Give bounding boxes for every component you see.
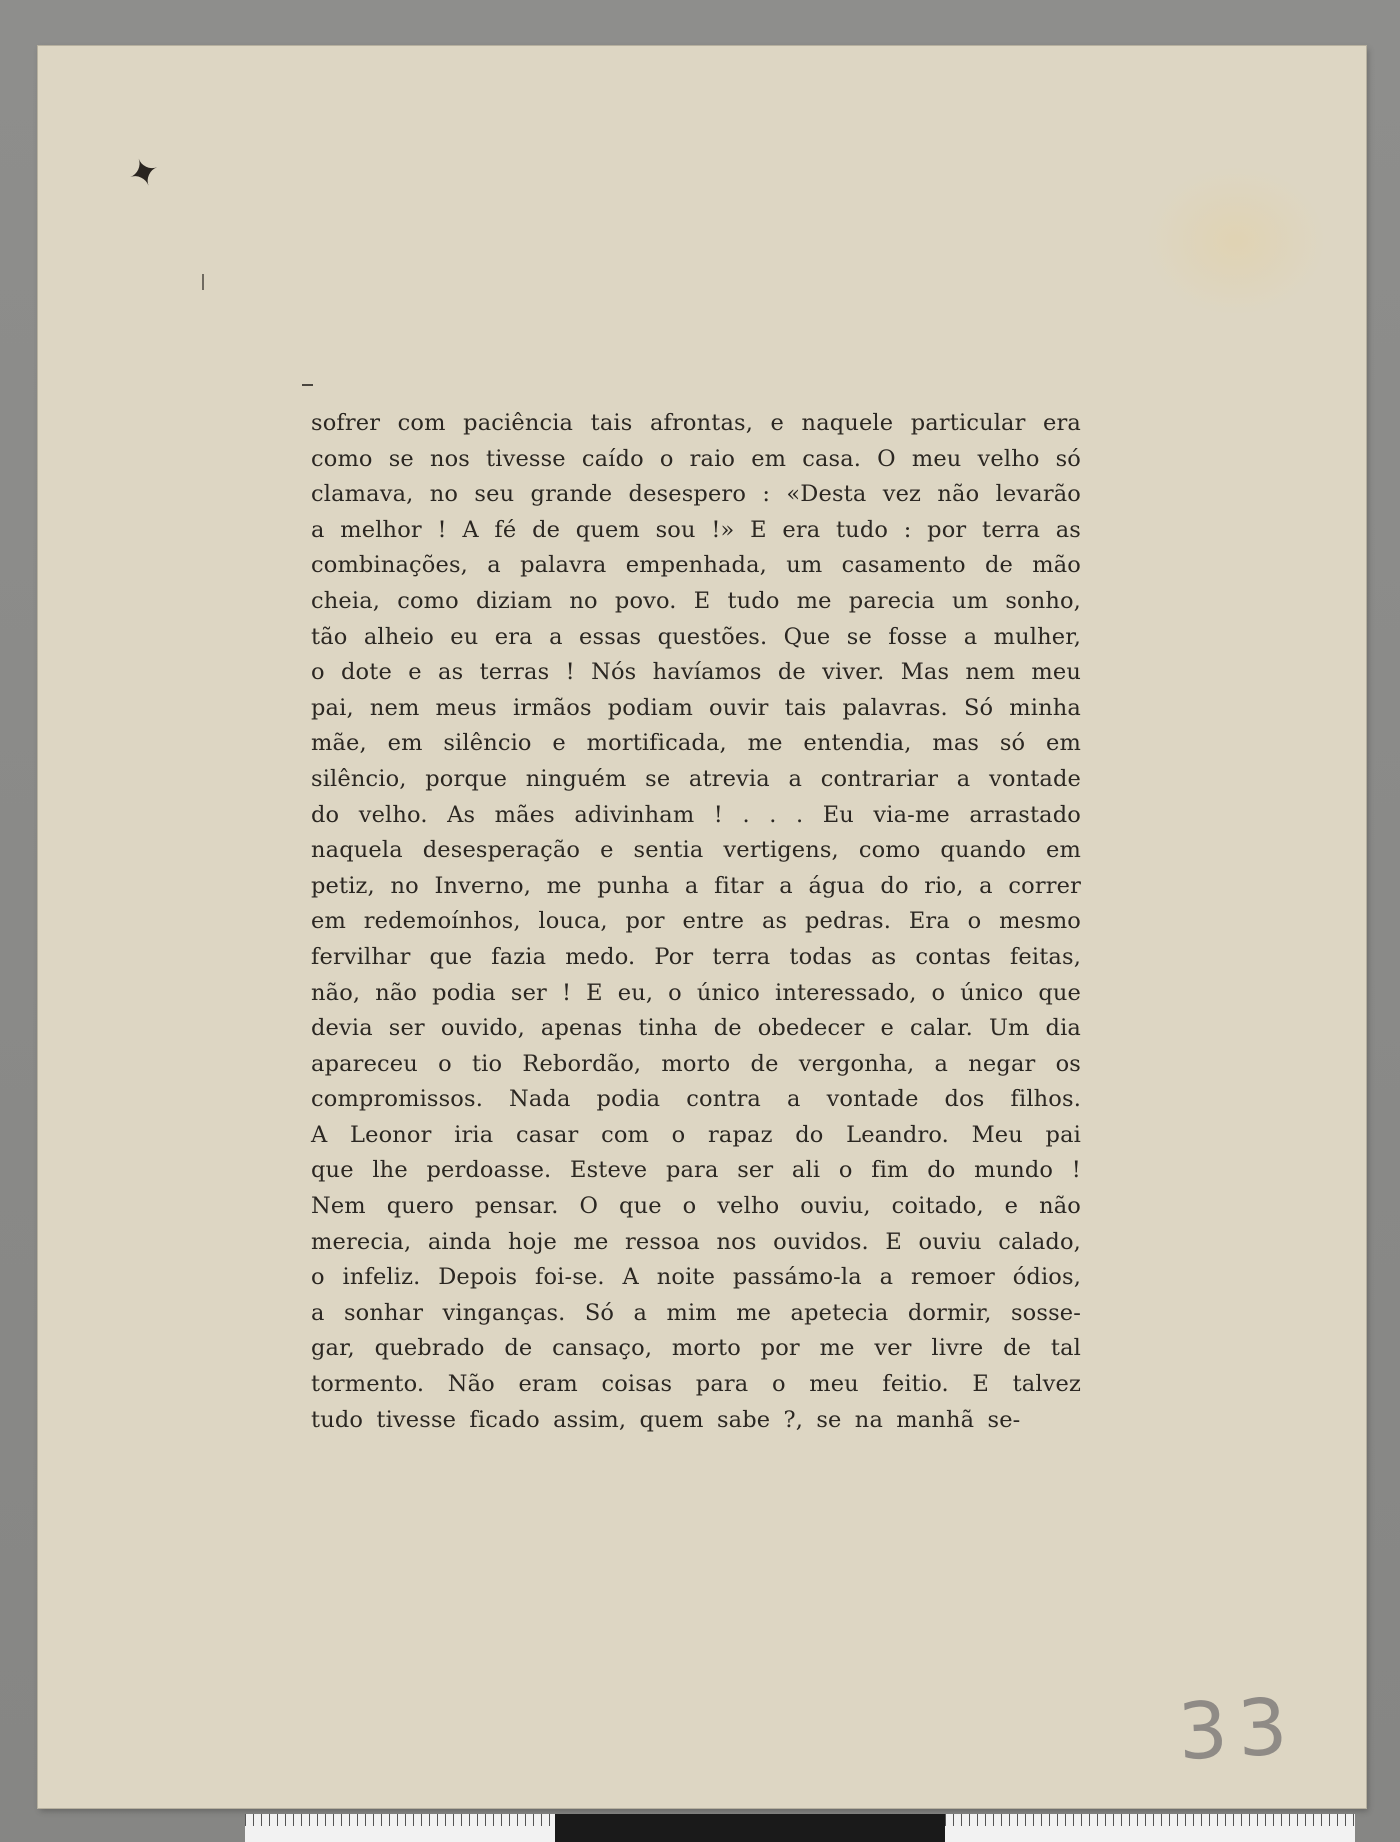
text-line: o infeliz. Depois foi-se. A noite passámo-la a remoer ódios, bbox=[311, 1264, 1081, 1291]
body-text bbox=[311, 406, 1081, 1438]
text-line: devia ser ouvido, apenas tinha de obedecer e calar. Um dia bbox=[311, 1015, 1081, 1042]
text-line: petiz, no Inverno, me punha a fitar a água do rio, a correr bbox=[311, 872, 1081, 899]
text-line: tão alheio eu era a essas questões. Que se fosse a mulher, bbox=[311, 623, 1081, 650]
text-line: A Leonor iria casar com o rapaz do Leandro. Meu pai bbox=[311, 1121, 1081, 1148]
text-line: cheia, como diziam no povo. E tudo me parecia um sonho, bbox=[311, 587, 1081, 614]
text-line: tormento. Não eram coisas para o meu feitio. E talvez bbox=[311, 1371, 1081, 1398]
ruler-segment-light bbox=[945, 1814, 1355, 1842]
text-line: pai, nem meus irmãos podiam ouvir tais palavras. Só minha bbox=[311, 694, 1081, 721]
text-line: mãe, em silêncio e mortificada, me entendia, mas só em bbox=[311, 730, 1081, 757]
text-line: naquela desesperação e sentia vertigens, como quando em bbox=[311, 837, 1081, 864]
text-line: tudo tivesse ficado assim, quem sabe ?, se na manhã se- bbox=[311, 1406, 1021, 1433]
text-line: gar, quebrado de cansaço, morto por me ver livre de tal bbox=[311, 1335, 1081, 1362]
text-line: a sonhar vinganças. Só a mim me apetecia dormir, sosse- bbox=[311, 1299, 1081, 1326]
text-line: fervilhar que fazia medo. Por terra todas as contas feitas, bbox=[311, 943, 1081, 970]
text-line: não, não podia ser ! E eu, o único interessado, o único que bbox=[311, 979, 1081, 1006]
text-line: sofrer com paciência tais afrontas, e naquele particular era bbox=[311, 410, 1081, 436]
document-page bbox=[38, 46, 1366, 1808]
text-line: merecia, ainda hoje me ressoa nos ouvidos. E ouviu calado, bbox=[311, 1228, 1081, 1255]
text-line: clamava, no seu grande desespero : «Desta vez não levarão bbox=[311, 481, 1081, 508]
text-line: como se nos tivesse caído o raio em casa. O meu velho só bbox=[311, 445, 1081, 472]
margin-tick-mark bbox=[202, 274, 204, 290]
text-line: do velho. As mães adivinham ! . . . Eu via-me arrastado bbox=[311, 801, 1081, 828]
text-line: em redemoínhos, louca, por entre as pedras. Era o mesmo bbox=[311, 908, 1081, 935]
text-line: apareceu o tio Rebordão, morto de vergonha, a negar os bbox=[311, 1050, 1081, 1077]
margin-dash-mark bbox=[302, 384, 313, 386]
text-line: silêncio, porque ninguém se atrevia a contrariar a vontade bbox=[311, 765, 1081, 792]
text-line: que lhe perdoasse. Esteve para ser ali o fim do mundo ! bbox=[311, 1157, 1081, 1184]
text-line: compromissos. Nada podia contra a vontade dos filhos. bbox=[311, 1086, 1081, 1113]
text-line: a melhor ! A fé de quem sou !» E era tudo : por terra as bbox=[311, 516, 1081, 543]
scale-ruler bbox=[245, 1814, 1355, 1842]
ruler-segment-light bbox=[245, 1814, 555, 1842]
page-number: 33 bbox=[1175, 1681, 1300, 1779]
text-line: combinações, a palavra empenhada, um casamento de mão bbox=[311, 552, 1081, 579]
text-line: Nem quero pensar. O que o velho ouviu, coitado, e não bbox=[311, 1193, 1081, 1220]
text-line: o dote e as terras ! Nós havíamos de viver. Mas nem meu bbox=[311, 659, 1081, 686]
star-mark-icon: ✦ bbox=[121, 146, 167, 200]
ruler-segment-dark bbox=[555, 1814, 945, 1842]
